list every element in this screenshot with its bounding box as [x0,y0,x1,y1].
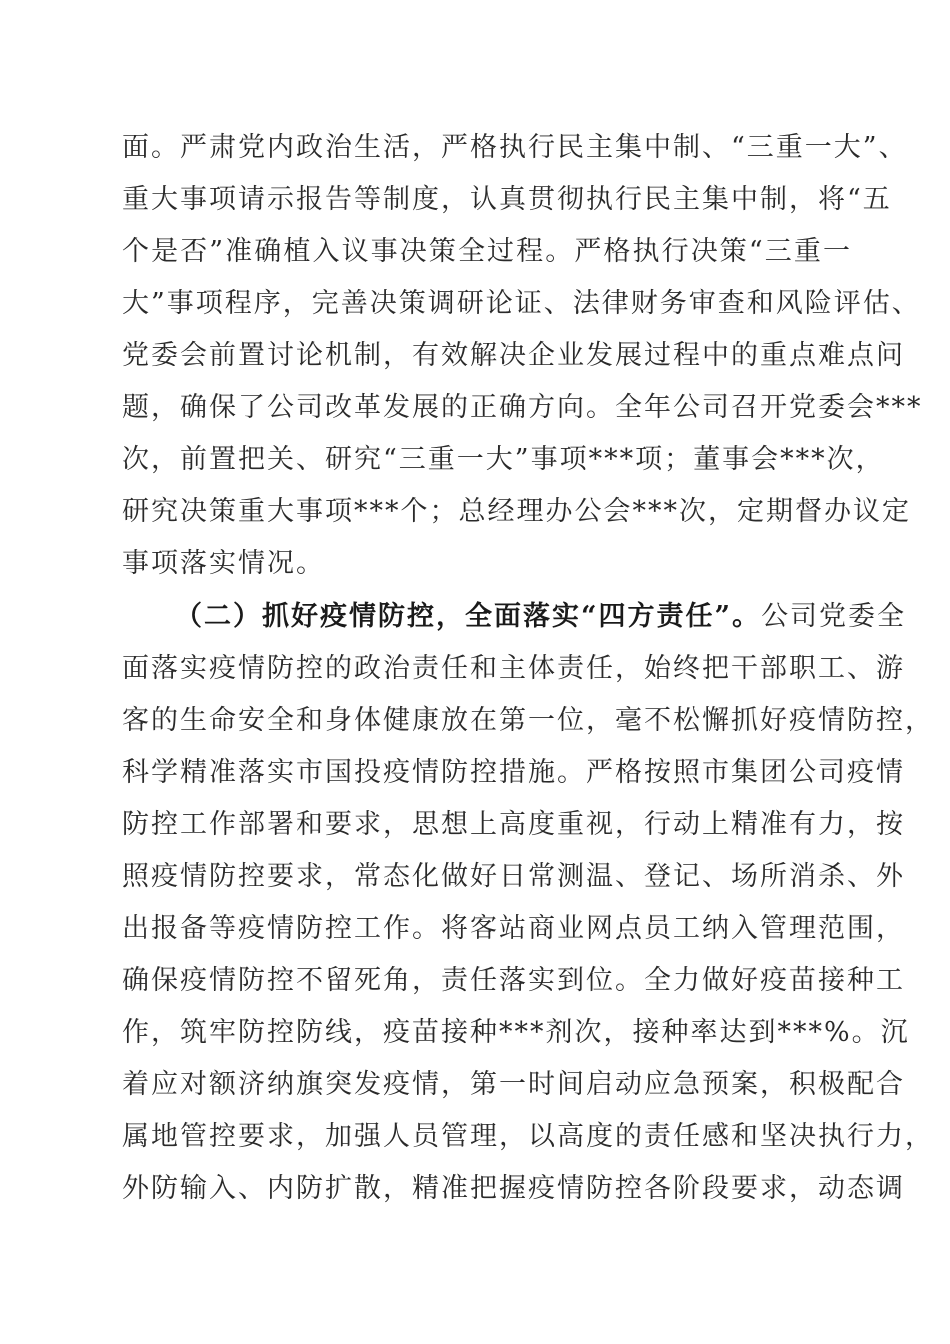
body-text-line: 属地管控要求，加强人员管理，以高度的责任感和坚决执行力， [122,1121,934,1152]
body-text-line: 个是否”准确植入议事决策全过程。严格执行决策“三重一 [122,236,852,267]
body-text-line: 出报备等疫情防控工作。将客站商业网点员工纳入管理范围， [122,913,905,944]
body-text-line: 外防输入、内防扩散，精准把握疫情防控各阶段要求，动态调 [122,1173,905,1204]
body-text-line: 研究决策重大事项***个；总经理办公会***次，定期督办议定 [122,496,911,527]
body-text-line: 题，确保了公司改革发展的正确方向。全年公司召开党委会*** [122,392,923,423]
body-text-line: 防控工作部署和要求，思想上高度重视，行动上精准有力，按 [122,809,905,840]
body-text-line: 着应对额济纳旗突发疫情，第一时间启动应急预案，积极配合 [122,1069,905,1100]
body-text-line: 大”事项程序，完善决策调研论证、法律财务审查和风险评估、 [122,288,921,319]
body-text-line: 面。严肃党内政治生活，严格执行民主集中制、“三重一大”、 [122,132,908,163]
body-text-line: 事项落实情况。 [122,548,325,579]
body-text-line: 面落实疫情防控的政治责任和主体责任，始终把干部职工、游 [122,653,905,684]
section-heading-line [175,597,907,637]
body-text-line: 重大事项请示报告等制度，认真贯彻执行民主集中制，将“五 [122,184,892,215]
body-text-line: 科学精准落实市国投疫情防控措施。严格按照市集团公司疫情 [122,757,905,788]
body-text-line: 确保疫情防控不留死角，责任落实到位。全力做好疫苗接种工 [122,965,905,996]
body-text-line: 照疫情防控要求，常态化做好日常测温、登记、场所消杀、外 [122,861,905,892]
body-text-line: 客的生命安全和身体健康放在第一位，毫不松懈抓好疫情防控， [122,705,934,736]
body-text-line: 作，筑牢防控防线，疫苗接种***剂次，接种率达到***%。沉 [122,1017,910,1048]
body-text-fragment: 公司党委全 [761,601,907,632]
body-text-line: 党委会前置讨论机制，有效解决企业发展过程中的重点难点问 [122,340,905,371]
section-heading: （二）抓好疫情防控，全面落实“四方责任”。 [175,601,762,632]
body-text-line: 次，前置把关、研究“三重一大”事项***项；董事会***次， [122,444,885,475]
